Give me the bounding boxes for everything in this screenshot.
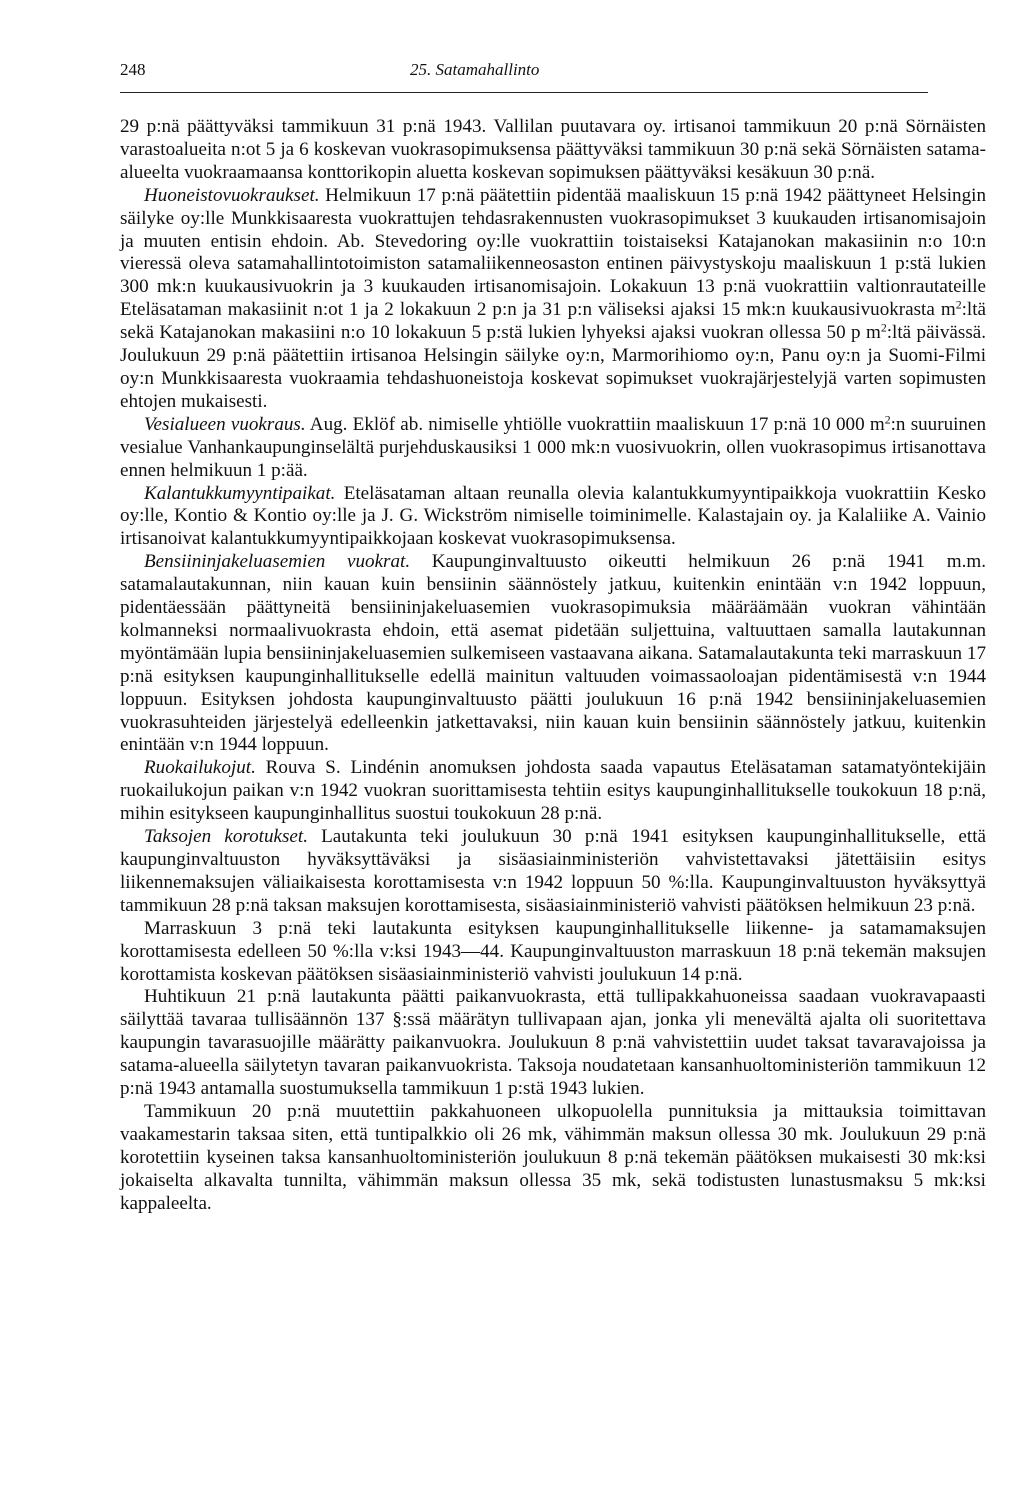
section-heading: Bensiininjakeluasemien vuokrat. bbox=[144, 551, 411, 573]
section-heading: Taksojen korotukset. bbox=[144, 826, 308, 848]
paragraph bbox=[120, 551, 986, 757]
paragraph bbox=[120, 1101, 986, 1216]
page-header bbox=[120, 60, 928, 86]
paragraph bbox=[120, 826, 986, 918]
paragraph-text: :n suuruinen vesialue Vanhankaupunginselältä purjehduskausiksi 1 000 mk:n vuosivuokrin, ollen vuokrasopimus irtisanottava ennen helmikuun 1 p:ää. bbox=[120, 413, 986, 481]
superscript: 2 bbox=[884, 412, 891, 427]
paragraph-text: Helmikuun 17 p:nä päätettiin pidentää maaliskuun 15 p:nä 1942 päättyneet Helsingin säilyke oy:lle Munkkisaaresta vuokrattujen tehdasrakennusten vuokrasopimukset 3 kuukauden irtisanomisajoin ja muuten entisin ehdoin. Ab. Stevedoring oy:lle vuokrattiin toistaiseksi Katajanokan makasiinin n:o 10:n vieressä oleva satamahallintotoimiston satamaliikenneosaston entinen päivystyskoju maaliskuun 1 p:stä lukien 300 mk:n kuukausivuokrin ja 3 kuukauden irtisanomisajoin. Lokakuun 13 p:nä vuokrattiin valtionrautateille Eteläsataman makasiinit n:ot 1 ja 2 lokakuun 2 p:n ja 31 p:n väliseksi ajaksi 15 mk:n kuukausivuokrasta m bbox=[120, 184, 986, 321]
body-text bbox=[120, 116, 986, 1216]
paragraph bbox=[120, 918, 986, 987]
paragraph bbox=[120, 185, 986, 414]
paragraph-text: Kaupunginvaltuusto oikeutti helmikuun 26 p:nä 1941 m.m. satamalautakunnan, niin kauan kuin bensiinin säännöstely jatkuu, kuitenkin enintään v:n 1942 loppuun, pidentäessään päättyneitä bensiininjakeluasemien vuokrasopimuksia määräämään vuokran vähintään kolmanneksi normaalivuokrasta ehdoin, että asemat pidetään suljettuina, valtuuttaen samalla lautakunnan myöntämään lupia bensiininjakeluasemien sulkemiseen vastaavana aikana. Satamalautakunta teki marraskuun 17 p:nä esityksen kaupunginhallitukselle edellä mainitun valtuuden voimassaoloajan pidentämisestä v:n 1944 loppuun. Esityksen johdosta kaupunginvaltuusto päätti joulukuun 16 p:nä 1942 bensiininjakeluasemien vuokrasuhteiden järjestelyä edelleenkin jatkettavaksi, niin kauan kuin bensiinin säännöstely jatkuu, kuitenkin enintään v:n 1944 loppuun. bbox=[120, 551, 986, 756]
paragraph-text: Lautakunta teki joulukuun 30 p:nä 1941 esityksen kaupunginhallitukselle, että kaupunginvaltuuston hyväksyttäväksi ja sisäasiainministeriön vahvistettavaksi jätettäisiin esitys liikennemaksujen väliaikaisesta korottamisesta v:n 1942 loppuun 50 %:lla. Kaupunginvaltuuston hyväksyttyä tammikuun 28 p:nä taksan maksujen korottamisesta, sisäasiainministeriö vahvisti päätöksen helmikuun 23 p:nä. bbox=[120, 826, 986, 916]
superscript: 2 bbox=[880, 320, 887, 335]
paragraph bbox=[120, 116, 986, 185]
paragraph-text: 29 p:nä päättyväksi tammikuun 31 p:nä 1943. Vallilan puutavara oy. irtisanoi tammikuun 20 p:nä Sörnäisten varastoalueita n:ot 5 ja 6 koskevan vuokrasopimuksensa päättyväksi tammikuun 30 p:nä sekä Sörnäisten satama-alueelta vuokraamaansa konttorikopin aluetta koskevan sopimuksen päättyväksi kesäkuun 30 p:nä. bbox=[120, 116, 986, 183]
paragraph-text: Aug. Eklöf ab. nimiselle yhtiölle vuokrattiin maaliskuun 17 p:nä 10 000 m bbox=[305, 413, 885, 435]
header-rule bbox=[120, 92, 928, 93]
paragraph bbox=[120, 757, 986, 826]
paragraph-text: Eteläsataman altaan reunalla olevia kalantukkumyyntipaikkoja vuokrattiin Kesko oy:lle, Kontio & Kontio oy:lle ja J. G. Wickström nimiselle toiminimelle. Kalastajain oy. ja Kalaliike A. Vainio irtisanoivat kalantukkumyyntipaikkojaan koskevat vuokrasopimuksensa. bbox=[120, 482, 986, 550]
paragraph bbox=[120, 483, 986, 552]
paragraph bbox=[120, 986, 986, 1101]
paragraph-text: Huhtikuun 21 p:nä lautakunta päätti paikanvuokrasta, että tullipakkahuoneissa saadaan vuokravapaasti säilyttää tavaraa tullisäännön 137 §:ssä määrätyn tullivapaan ajan, jonka yli menevältä ajalta oli suoritettava kaupungin tavarasuojille määrätty paikanvuokra. Joulukuun 8 p:nä vahvistettiin uudet taksat tavaravajoissa ja satama-alueella säilytetyn tavaran paikanvuokrista. Taksoja noudatetaan kansanhuoltoministeriön tammikuun 12 p:nä 1943 antamalla suostumuksella tammikuun 1 p:stä 1943 lukien. bbox=[120, 986, 986, 1100]
running-head: 25. Satamahallinto bbox=[410, 60, 540, 79]
section-heading: Vesialueen vuokraus. bbox=[144, 413, 306, 435]
page-number: 248 bbox=[120, 60, 146, 79]
paragraph-text: Rouva S. Lindénin anomuksen johdosta saada vapautus Eteläsataman satamatyöntekijäin ruokailukojun paikan v:n 1942 vuokran suorittamisesta tehtiin esitys kaupunginhallitukselle toukokuun 18 p:nä, mihin esitykseen kaupunginhallitus suostui toukokuun 28 p:nä. bbox=[120, 757, 986, 825]
section-heading: Ruokailukojut. bbox=[144, 757, 256, 779]
paragraph bbox=[120, 414, 986, 483]
superscript: 2 bbox=[955, 297, 962, 312]
paragraph-text: :ltä sekä Katajanokan makasiini n:o 10 lokakuun 5 p:stä lukien lyhyeksi ajaksi vuokran ollessa 50 p m bbox=[120, 299, 986, 344]
paragraph-text: Tammikuun 20 p:nä muutettiin pakkahuoneen ulkopuolella punnituksia ja mittauksia toimittavan vaakamestarin taksaa siten, että tuntipalkkio oli 26 mk, vähimmän maksun ollessa 30 mk. Joulukuun 29 p:nä korotettiin kyseinen taksa kansanhuoltoministeriön joulukuun 8 p:nä tekemän päätöksen mukaisesti 30 mk:ksi jokaiselta alkavalta tunnilta, vähimmän maksun ollessa 35 mk, sekä todistusten lunastusmaksu 5 mk:ksi kappaleelta. bbox=[120, 1100, 986, 1214]
paragraph-text: Marraskuun 3 p:nä teki lautakunta esityksen kaupunginhallitukselle liikenne- ja satamamaksujen korottamisesta edelleen 50 %:lla v:ksi 1943—44. Kaupunginvaltuuston marraskuun 18 p:nä tekemän maksujen korottamista koskevan päätöksen sisäasiainministeriö vahvisti joulukuun 14 p:nä. bbox=[120, 917, 986, 985]
paragraph-text: :ltä päivässä. Joulukuun 29 p:nä päätettiin irtisanoa Helsingin säilyke oy:n, Marmorihiomo oy:n, Panu oy:n ja Suomi-Filmi oy:n Munkkisaaresta vuokraamia tehdashuoneistoja koskevat sopimukset vuokrajärjestelyjä varten sopimusten ehtojen mukaisesti. bbox=[120, 322, 986, 412]
section-heading: Huoneistovuokraukset. bbox=[144, 184, 320, 206]
section-heading: Kalantukkumyyntipaikat. bbox=[144, 482, 336, 504]
